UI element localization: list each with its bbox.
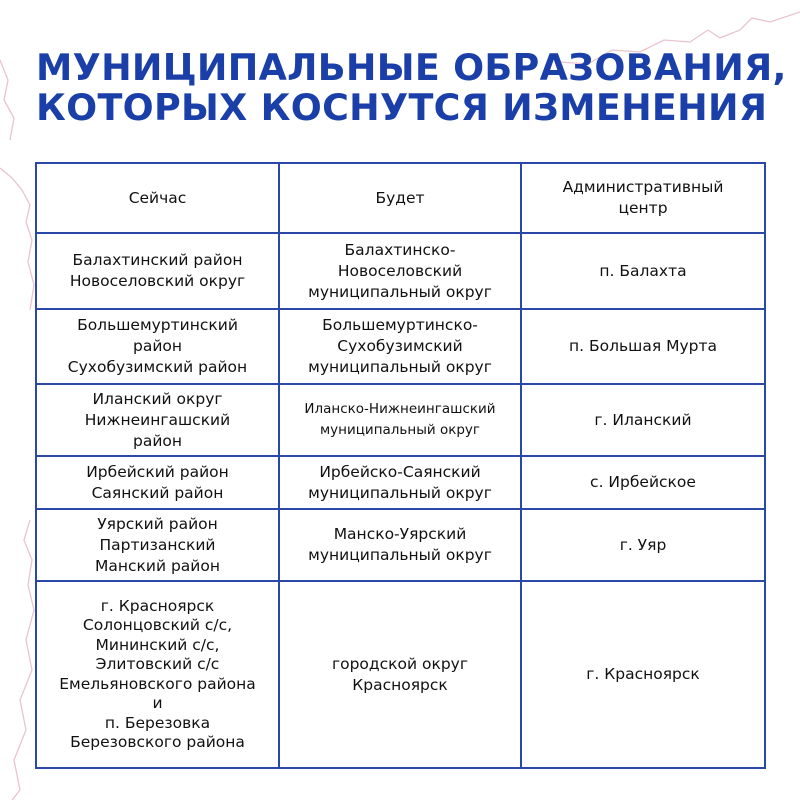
cell-line: Сухобузимский [337, 337, 463, 355]
header-admin-center [521, 163, 765, 233]
cell-line: Мининский с/с, [95, 635, 220, 654]
cell-will-be [279, 509, 521, 581]
cell-line: Уярский район [97, 514, 218, 533]
cell-line: муниципальный округ [308, 282, 492, 301]
cell-now [36, 384, 279, 456]
cell-will-be [279, 581, 521, 768]
cell-line: Саянский район [91, 483, 224, 502]
cell-line: Манский район [95, 556, 220, 575]
table-row [36, 384, 765, 456]
cell-line: Новоселовский [337, 261, 463, 280]
cell-line: Партизанский [99, 535, 216, 554]
cell-admin-center: с. Ирбейское [521, 456, 765, 509]
cell-admin-center: г. Иланский [521, 384, 765, 456]
table-row [36, 233, 765, 309]
title-line-2: КОТОРЫХ КОСНУТСЯ ИЗМЕНЕНИЯ [36, 86, 768, 129]
map-border-line [0, 60, 14, 140]
cell-line: г. Красноярск [100, 596, 215, 615]
cell-line: муниципальный округ [308, 358, 492, 376]
cell-line: Большемуртинско- [322, 316, 478, 334]
cell-will-be [279, 456, 521, 509]
header-will-be: Будет [279, 163, 521, 233]
cell-line: район [132, 337, 183, 355]
municipalities-table [35, 162, 766, 769]
table-row [36, 509, 765, 581]
cell-admin-center: г. Уяр [521, 509, 765, 581]
cell-line: район [132, 431, 183, 450]
cell-line: и [152, 694, 163, 712]
cell-line: Манско-Уярский [333, 525, 467, 543]
cell-line: Иланский округ [92, 389, 223, 408]
cell-line: Ирбейский район [86, 462, 229, 481]
table-row [36, 309, 765, 384]
cell-admin-center: п. Балахта [521, 233, 765, 309]
cell-line: Солонцовский с/с, [82, 616, 233, 634]
cell-line: муниципальный округ [319, 422, 481, 438]
table-header-row [36, 163, 765, 233]
cell-line: Ирбейско-Саянский [319, 462, 481, 481]
map-border-line [12, 520, 34, 800]
cell-line: Красноярск [352, 675, 448, 694]
table-row [36, 581, 765, 768]
cell-line: муниципальный округ [308, 546, 492, 564]
page-title [36, 48, 787, 128]
cell-line: Березовского района [70, 733, 245, 751]
title-line-1: МУНИЦИПАЛЬНЫЕ ОБРАЗОВАНИЯ, [36, 46, 787, 89]
cell-line: Балахтинский район [72, 251, 243, 269]
cell-will-be [279, 309, 521, 384]
cell-line: городской округ [331, 654, 469, 673]
cell-now [36, 581, 279, 768]
cell-now [36, 233, 279, 309]
cell-admin-center: п. Большая Мурта [521, 309, 765, 384]
cell-now [36, 509, 279, 581]
cell-line: Новоселовский округ [69, 272, 246, 290]
cell-line: п. Березовка [104, 713, 211, 732]
cell-now [36, 456, 279, 509]
map-border-line [0, 168, 34, 310]
header-admin-center-line: Административный [562, 178, 724, 196]
cell-line: Нижнеингашский [84, 410, 231, 429]
cell-line: Иланско-Нижнеингашский [304, 401, 496, 417]
cell-line: Элитовский с/с [95, 655, 220, 673]
cell-will-be [279, 233, 521, 309]
cell-will-be [279, 384, 521, 456]
header-now: Сейчас [36, 163, 279, 233]
cell-line: Емельяновского района [59, 674, 256, 693]
cell-now [36, 309, 279, 384]
cell-line: муниципальный округ [308, 483, 492, 502]
header-admin-center-line: центр [618, 199, 668, 217]
cell-line: Сухобузимский район [67, 358, 248, 376]
cell-admin-center: г. Красноярск [521, 581, 765, 768]
cell-line: Большемуртинский [77, 316, 238, 334]
table-row [36, 456, 765, 509]
cell-line: Балахтинско- [344, 240, 456, 259]
